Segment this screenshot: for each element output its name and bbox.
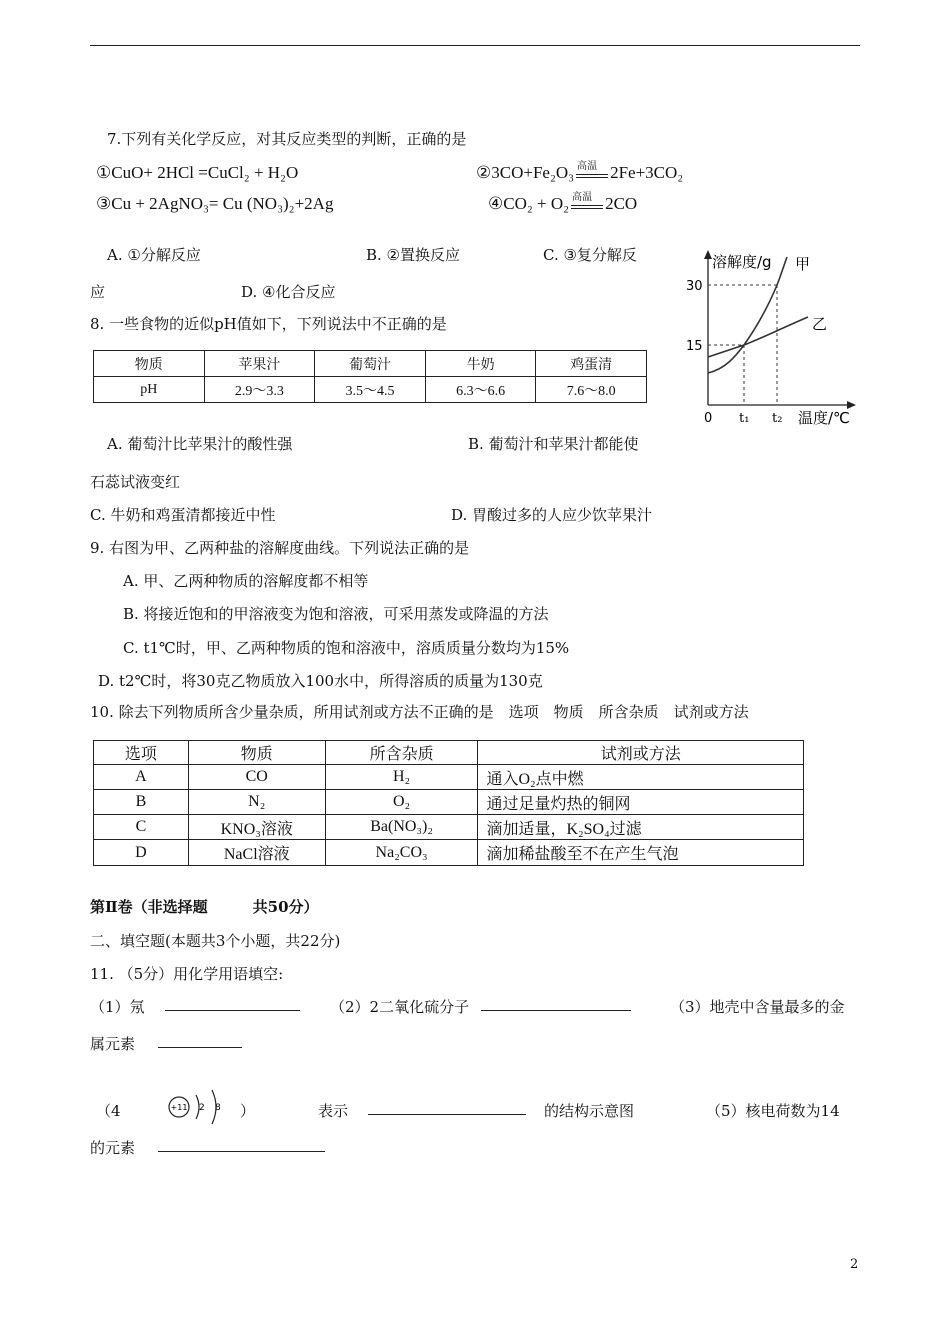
atom-structure-diagram bbox=[165, 1088, 227, 1126]
part2-heading: 第Ⅱ卷（非选择题 共50分） bbox=[90, 898, 319, 916]
q7-option-a: A. ①分解反应 bbox=[107, 246, 201, 264]
impurity-table-cell: 通过足量灼热的铜网 bbox=[478, 790, 804, 815]
answer-blank-3[interactable] bbox=[158, 1033, 242, 1048]
q11-item-4-end: 的结构示意图 bbox=[544, 1102, 635, 1120]
series-jia-label: 甲 bbox=[795, 255, 811, 273]
q7-option-c: C. ③复分解反 bbox=[543, 246, 637, 264]
q11-item-2: （2）2二氧化硫分子 bbox=[330, 998, 470, 1016]
x-axis-arrow bbox=[847, 401, 856, 409]
q9-stem: 9. 右图为甲、乙两种盐的溶解度曲线。下列说法正确的是 bbox=[90, 539, 470, 557]
impurity-table bbox=[93, 740, 804, 866]
impurity-table-cell: NaCl溶液 bbox=[188, 840, 325, 866]
q11-item-1: （1）氖 bbox=[90, 998, 145, 1016]
graph-ylabel: 溶解度/g bbox=[712, 253, 772, 271]
q8-option-b: B. 葡萄汁和苹果汁都能使 bbox=[468, 435, 639, 453]
q9-option-d: D. t2℃时，将30克乙物质放入100水中，所得溶质的质量为130克 bbox=[98, 672, 543, 690]
q7-stem: 7.下列有关化学反应，对其反应类型的判断，正确的是 bbox=[107, 130, 467, 148]
answer-blank-1[interactable] bbox=[165, 996, 300, 1011]
q7-equation-2: ②3CO+Fe₂O₃ 高温 2Fe+3CO₂ bbox=[476, 161, 684, 182]
series-yi-label: 乙 bbox=[812, 315, 828, 333]
q7-option-b: B. ②置换反应 bbox=[366, 246, 461, 264]
shell-1-count: 2 bbox=[199, 1103, 205, 1113]
q11-item-5-cont: 的元素 bbox=[90, 1139, 136, 1157]
impurity-table-header: 物质 bbox=[188, 741, 325, 765]
nucleus-label: +11 bbox=[170, 1103, 188, 1112]
x-tick-t1: t₁ bbox=[739, 411, 750, 426]
impurity-table-header: 试剂或方法 bbox=[478, 741, 804, 765]
header-rule bbox=[90, 45, 860, 46]
q9-option-a: A. 甲、乙两种物质的溶解度都不相等 bbox=[123, 572, 369, 590]
q8-option-a: A. 葡萄汁比苹果汁的酸性强 bbox=[107, 435, 293, 453]
ph-table-cell: 2.9～3.3 bbox=[204, 377, 315, 403]
shell-2-count: 8 bbox=[215, 1103, 221, 1113]
ph-table-header: 鸡蛋清 bbox=[536, 351, 647, 377]
q7-option-d: D. ④化合反应 bbox=[241, 283, 336, 301]
answer-blank-2[interactable] bbox=[481, 996, 631, 1011]
q8-stem: 8. 一些食物的近似pH值如下，下列说法中不正确的是 bbox=[90, 315, 447, 333]
q7-option-c-cont: 应 bbox=[90, 283, 106, 301]
ph-table-header: 牛奶 bbox=[425, 351, 536, 377]
q11-item-3: （3）地壳中含量最多的金 bbox=[670, 998, 845, 1016]
solubility-graph bbox=[680, 245, 865, 435]
impurity-table-cell: CO bbox=[188, 765, 325, 790]
q10-stem: 10. 除去下列物质所含少量杂质，所用试剂或方法不正确的是 选项 物质 所含杂质 试剂或方法 bbox=[90, 703, 749, 721]
ph-table-header: 物质 bbox=[94, 351, 205, 377]
impurity-table-cell: KNO₃溶液 bbox=[188, 815, 325, 840]
impurity-table-cell: O₂ bbox=[325, 790, 478, 815]
q11-item-3-cont: 属元素 bbox=[90, 1035, 136, 1053]
impurity-table-cell: N₂ bbox=[188, 790, 325, 815]
y-tick-15: 15 bbox=[686, 339, 703, 354]
ph-table bbox=[93, 350, 647, 403]
q11-item-4-mid: 表示 bbox=[318, 1102, 349, 1120]
ph-table-cell: 7.6～8.0 bbox=[536, 377, 647, 403]
impurity-table-cell: Ba(NO₃)₂ bbox=[325, 815, 478, 840]
ph-table-cell: pH bbox=[94, 377, 205, 403]
q11-item-4-close: ） bbox=[240, 1102, 256, 1120]
q11-item-5: （5）核电荷数为14 bbox=[706, 1102, 840, 1120]
section-heading: 二、填空题(本题共3个小题，共22分) bbox=[90, 932, 341, 950]
impurity-table-cell: H₂ bbox=[325, 765, 478, 790]
ph-table-cell: 3.5～4.5 bbox=[315, 377, 426, 403]
q8-option-d: D. 胃酸过多的人应少饮苹果汁 bbox=[451, 506, 653, 524]
impurity-table-header: 所含杂质 bbox=[325, 741, 478, 765]
impurity-table-cell: 通入O₂点中燃 bbox=[478, 765, 804, 790]
ph-table-header: 葡萄汁 bbox=[315, 351, 426, 377]
q7-equation-1: ①CuO+ 2HCl =CuCl₂ + H₂O bbox=[96, 163, 299, 182]
ph-table-header: 苹果汁 bbox=[204, 351, 315, 377]
impurity-table-cell: 滴加稀盐酸至不在产生气泡 bbox=[478, 840, 804, 866]
impurity-table-cell: D bbox=[94, 840, 189, 866]
answer-blank-5[interactable] bbox=[158, 1137, 325, 1152]
graph-xlabel: 温度/℃ bbox=[798, 409, 850, 427]
impurity-table-cell: 滴加适量，K₂SO₄过滤 bbox=[478, 815, 804, 840]
q11-stem: 11. （5分）用化学用语填空: bbox=[90, 965, 284, 983]
x-tick-t2: t₂ bbox=[772, 411, 783, 426]
y-tick-30: 30 bbox=[686, 279, 703, 294]
answer-blank-4[interactable] bbox=[368, 1100, 526, 1115]
q11-item-4-open: （4 bbox=[96, 1102, 121, 1120]
impurity-table-cell: C bbox=[94, 815, 189, 840]
q9-option-b: B. 将接近饱和的甲溶液变为饱和溶液，可采用蒸发或降温的方法 bbox=[123, 605, 549, 623]
q7-equation-3: ③Cu + 2AgNO₃= Cu (NO₃)₂+2Ag bbox=[96, 194, 334, 213]
q8-option-b-cont: 石蕊试液变红 bbox=[90, 473, 181, 491]
q8-option-c: C. 牛奶和鸡蛋清都接近中性 bbox=[90, 506, 276, 524]
origin-label: 0 bbox=[704, 411, 713, 426]
impurity-table-cell: B bbox=[94, 790, 189, 815]
page-number: 2 bbox=[850, 1257, 859, 1272]
q9-option-c: C. t1℃时，甲、乙两种物质的饱和溶液中，溶质质量分数均为15% bbox=[123, 639, 570, 657]
curve-jia bbox=[708, 257, 787, 373]
impurity-table-cell: A bbox=[94, 765, 189, 790]
q7-equation-4: ④CO₂ + O₂ 高温 2CO bbox=[488, 192, 638, 213]
y-axis-arrow bbox=[704, 250, 712, 259]
impurity-table-cell: Na₂CO₃ bbox=[325, 840, 478, 866]
ph-table-cell: 6.3～6.6 bbox=[425, 377, 536, 403]
impurity-table-header: 选项 bbox=[94, 741, 189, 765]
